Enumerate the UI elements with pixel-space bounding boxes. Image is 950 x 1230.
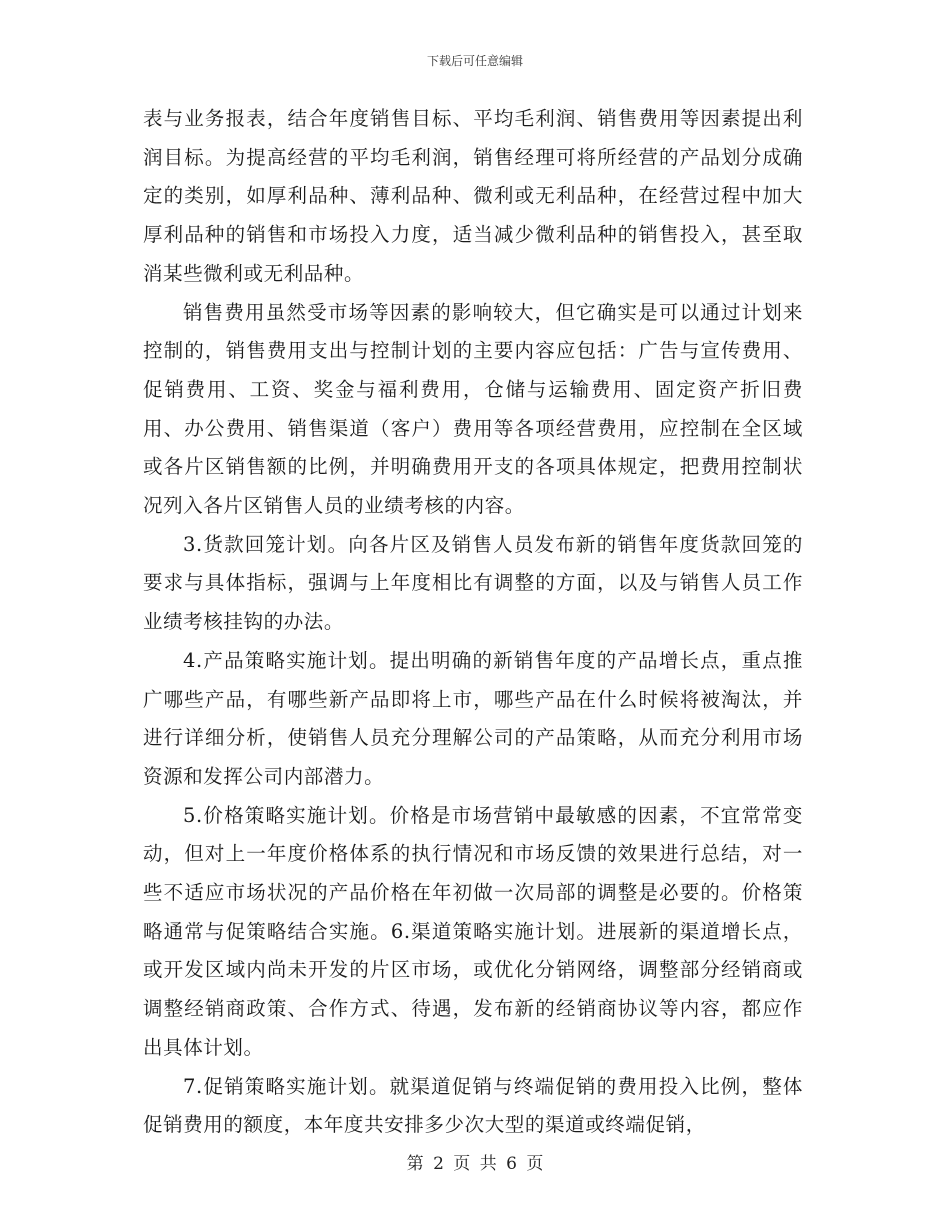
paragraph-price-strategy: 5.价格策略实施计划。价格是市场营销中最敏感的因素，不宜常常变动，但对上一年度价格体系的执行情况和市场反馈的效果进行总结，对一些不适应市场状况的产品价格在年初做一次局部的调整是必要的。价格策略通常与促策略结合实施。6.渠道策略实施计划。进展新的渠道增长点，或开发区域内尚未开发的片区市场，或优化分销网络，调整部分经销商或调整经销商政策、合作方式、待遇，发布新的经销商协议等内容，都应作出具体计划。 — [143, 803, 803, 1059]
page-number: 第 2 页 共 6 页 — [406, 1154, 544, 1174]
paragraph-promotion-strategy: 7.促销策略实施计划。就渠道促销与终端促销的费用投入比例，整体促销费用的额度，本年度共安排多少次大型的渠道或终端促销， — [143, 1074, 803, 1137]
document-body — [143, 100, 803, 1145]
paragraph-continuation: 表与业务报表，结合年度销售目标、平均毛利润、销售费用等因素提出利润目标。为提高经营的平均毛利润，销售经理可将所经营的产品划分成确定的类别，如厚利品种、薄利品种、微利或无利品种，在经营过程中加大厚利品种的销售和市场投入力度，适当减少微利品种的销售投入，甚至取消某些微利或无利品种。 — [143, 107, 803, 285]
page-header: 下载后可任意编辑 — [426, 54, 523, 68]
paragraph-product-strategy: 4.产品策略实施计划。提出明确的新销售年度的产品增长点，重点推广哪些产品，有哪些新产品即将上市，哪些产品在什么时候将被淘汰，并进行详细分析，使销售人员充分理解公司的产品策略，从而充分利用市场资源和发挥公司内部潜力。 — [143, 648, 803, 788]
paragraph-sales-expense: 销售费用虽然受市场等因素的影响较大，但它确实是可以通过计划来控制的，销售费用支出与控制计划的主要内容应包括：广告与宣传费用、促销费用、工资、奖金与福利费用，仓储与运输费用、固定资产折旧费用、办公费用、销售渠道（客户）费用等各项经营费用，应控制在全区域或各片区销售额的比例，并明确费用开支的各项具体规定，把费用控制状况列入各片区销售人员的业绩考核的内容。 — [143, 300, 803, 518]
paragraph-payment-collection: 3.货款回笼计划。向各片区及销售人员发布新的销售年度货款回笼的要求与具体指标，强调与上年度相比有调整的方面，以及与销售人员工作业绩考核挂钩的办法。 — [143, 532, 803, 634]
